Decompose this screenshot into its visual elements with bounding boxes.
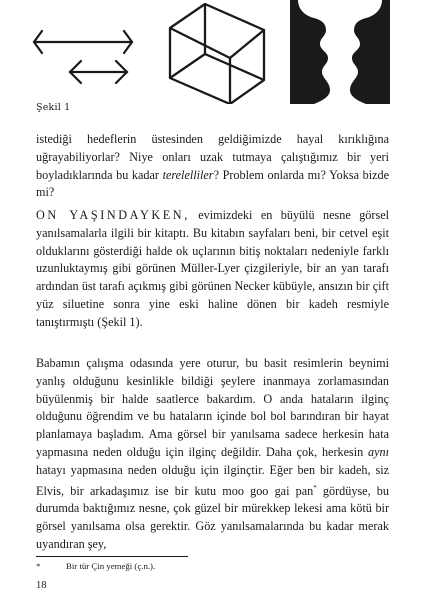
footnote — [36, 561, 155, 571]
paragraph-3-emphasis: aynı — [368, 444, 389, 459]
page-number: 18 — [36, 580, 47, 591]
figure-caption: Şekil 1 — [36, 102, 71, 113]
footnote-text: Bir tür Çin yemeği (ç.n.). — [66, 561, 156, 571]
necker-cube — [170, 4, 264, 104]
paragraph-2-text: evimizdeki en büyülü nesne görsel yanılsamalarla ilgili bir kitaptı. Bu kitabın sayfaları beni, bir cetvel eşit olduklarını gösterdiği halde ok uçlarının bitiş noktaları nedeniyle farklı uzunluktaymış gibi görünen Müller-Lyer çizgileriyle, bir an yan tarafı ardından üst tarafı açıkmış gibi görünen Necker kübüyle, ansızın bir çift yüz siluetine sonra yine eski haline dönen bir kadeh resmiyle tanıştırmıştı (Şekil 1). — [36, 208, 389, 329]
paragraph-3 — [36, 355, 389, 554]
paragraph-3-text-c: gördüyse, bu durumda baktığımız nesne, çok güzel bir mürekkep lekesi ama kötü bir görsel yanılsama olsa gerektir. Göz yanılsamalarında bu kadar merak uyandıran şey, — [36, 483, 389, 552]
paragraph-2 — [36, 207, 389, 332]
paragraph-1-text-a: istediği hedeflerin üstesinden geldiğimizde hayal kırıklığına uğrayabiliyorlar? Niye onları uzak tutmaya çalıştığımız bir yeri boyladıklarında bu kadar — [36, 132, 389, 182]
illustration-figure — [0, 0, 424, 104]
footnote-divider — [36, 556, 188, 557]
paragraph-3-text-b: hatayı yapmasına neden olduğu için ilginçtir. Eğer ben bir kadeh, siz Elvis, bir arkadaşımız ise bir kutu moo goo gai pan — [36, 462, 389, 498]
muller-lyer-lines — [34, 31, 132, 83]
paragraph-1-emphasis: terelelliler — [162, 167, 214, 182]
paragraph-3-text-a: Babamın çalışma odasında yere oturur, bu basit resimlerin beynimi yanlış olduğunu kesinlikle bildiği şeylere inanmaya zorlamasından büyülenmiş bir halde saatlerce bakardım. O anda hataların ilginç olduğunu öğrendim ve bu hataların içinde bol bol barındıran bir hayat planlamaya başladım. Ama görsel bir yanılsama sadece herkesin hata yapmasına neden olduğu için ilginç değildir. Daha çok, herkesin — [36, 356, 389, 459]
paragraph-2-lead: ON YAŞINDAYKEN, — [36, 208, 190, 222]
rubin-vase — [290, 0, 390, 104]
footnote-mark: * — [36, 561, 41, 571]
paragraph-1 — [36, 131, 389, 202]
footnote-reference: * — [313, 483, 317, 492]
paragraph-1-text-b: ? Problem onlarda mı? Yoksa bizde mi? — [36, 167, 389, 200]
